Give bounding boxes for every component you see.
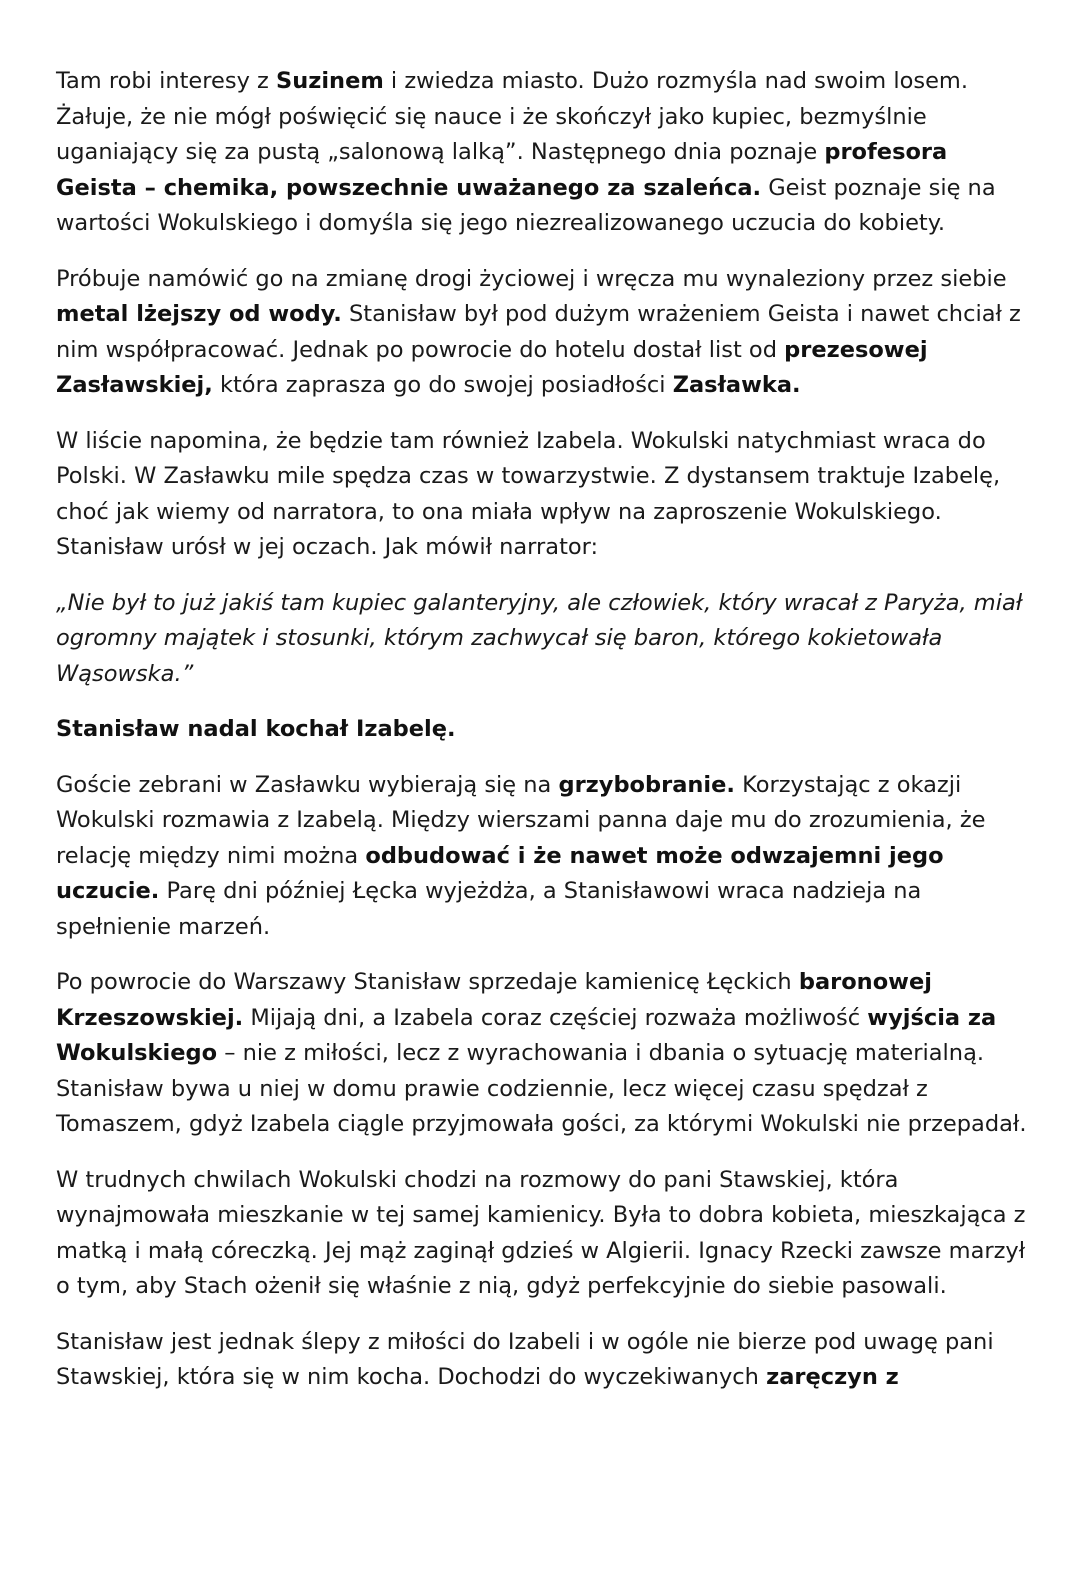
paragraph-stawska <box>56 1163 1031 1305</box>
paragraph-engagement <box>56 1325 1031 1396</box>
text-segment: Po powrocie do Warszawy Stanisław sprzedaje kamienicę Łęckich <box>56 969 799 995</box>
text-segment: Goście zebrani w Zasławku wybierają się na <box>56 771 559 798</box>
paragraph-suzin-geist <box>56 64 1031 242</box>
bold-text-segment: Zasławka. <box>672 372 801 398</box>
text-segment: która zaprasza go do swojej posiadłości <box>212 372 673 398</box>
bold-text-segment: Stanisław nadal kochał Izabelę. <box>56 716 456 742</box>
text-segment: Stanisław był pod dużym wrażeniem Geista i nawet chciał z nim współpracować. Jednak po powrocie do hotelu dostał list od <box>56 301 1021 363</box>
text-segment: – nie z miłości, lecz z wyrachowania i dbania o sytuację materialną. Stanisław bywa u niej w domu prawie codziennie, lecz więcej czasu spędzał z Tomaszem, gdyż Izabela ciągle przyjmowała gości, za którymi Wokulski nie przepadał. <box>56 1040 1027 1137</box>
text-segment: Stanisław jest jednak ślepy z miłości do Izabeli i w ogóle nie bierze pod uwagę pani Stawskiej, która się w nim kocha. Dochodzi do wyczekiwanych <box>56 1328 994 1390</box>
text-segment: i zwiedza miasto. Dużo rozmyśla nad swoim losem. Żałuje, że nie mógł poświęcić się nauce i że skończył jako kupiec, bezmyślnie uganiający się za pustą „salonową lalką”. Następnego dnia poznaje <box>56 68 968 165</box>
paragraph-warsaw-return <box>56 965 1031 1143</box>
document-page <box>56 64 1031 1416</box>
italic-quote-text: „Nie był to już jakiś tam kupiec galanteryjny, ale człowiek, który wracał z Paryża, miał ogromny majątek i stosunki, którym zachwycał się baron, którego kokietowała Wąsowska.” <box>56 589 1023 687</box>
text-segment: Próbuje namówić go na zmianę drogi życiowej i wręcza mu wynaleziony przez siebie <box>56 265 1007 292</box>
paragraph-still-loved <box>56 712 1031 748</box>
bold-text-segment: profesora Geista – chemika, powszechnie uważanego za szaleńca. <box>56 139 948 201</box>
text-segment: W liście napomina, że będzie tam również Izabela. Wokulski natychmiast wraca do Polski. W Zasławku mile spędza czas w towarzystwie. Z dystansem traktuje Izabelę, choć jak wiemy od narratora, to ona miała wpływ na zaproszenie Wokulskiego. Stanisław urósł w jej oczach. Jak mówił narrator: <box>56 427 1001 560</box>
bold-text-segment: wyjścia za Wokulskiego <box>56 1004 997 1066</box>
bold-text-segment: zaręczyn z <box>766 1364 899 1390</box>
bold-text-segment: odbudować i że nawet może odwzajemni jego uczucie. <box>56 842 944 904</box>
text-segment: Tam robi interesy z <box>56 68 277 94</box>
paragraph-zaslawek <box>56 424 1031 566</box>
paragraph-metal-letter <box>56 262 1031 404</box>
text-segment: W trudnych chwilach Wokulski chodzi na rozmowy do pani Stawskiej, która wynajmowała mieszkanie w tej samej kamienicy. Była to dobra kobieta, mieszkająca z matką i małą córeczką. Jej mąż zaginął gdzieś w Algierii. Ignacy Rzecki zawsze marzył o tym, aby Stach ożenił się właśnie z nią, gdyż perfekcyjnie do siebie pasowali. <box>56 1166 1026 1299</box>
bold-text-segment: baronowej Krzeszowskiej. <box>56 969 932 1031</box>
bold-text-segment: Suzinem <box>276 68 384 94</box>
bold-text-segment: prezesowej Zasławskiej, <box>56 336 928 398</box>
text-segment: Parę dni później Łęcka wyjeżdża, a Stanisławowi wraca nadzieja na spełnienie marzeń. <box>56 878 922 940</box>
quote-narrator <box>56 586 1031 693</box>
paragraph-mushroom-picking <box>56 768 1031 946</box>
text-segment: Mijają dni, a Izabela coraz częściej rozważa możliwość <box>243 1004 868 1031</box>
bold-text-segment: grzybobranie. <box>558 771 735 798</box>
text-segment: Geist poznaje się na wartości Wokulskiego i domyśla się jego niezrealizowanego uczucia do kobiety. <box>56 174 996 236</box>
bold-text-segment: metal lżejszy od wody. <box>56 301 342 327</box>
text-segment: Korzystając z okazji Wokulski rozmawia z Izabelą. Między wierszami panna daje mu do zrozumienia, że relację między nimi można <box>56 771 986 869</box>
